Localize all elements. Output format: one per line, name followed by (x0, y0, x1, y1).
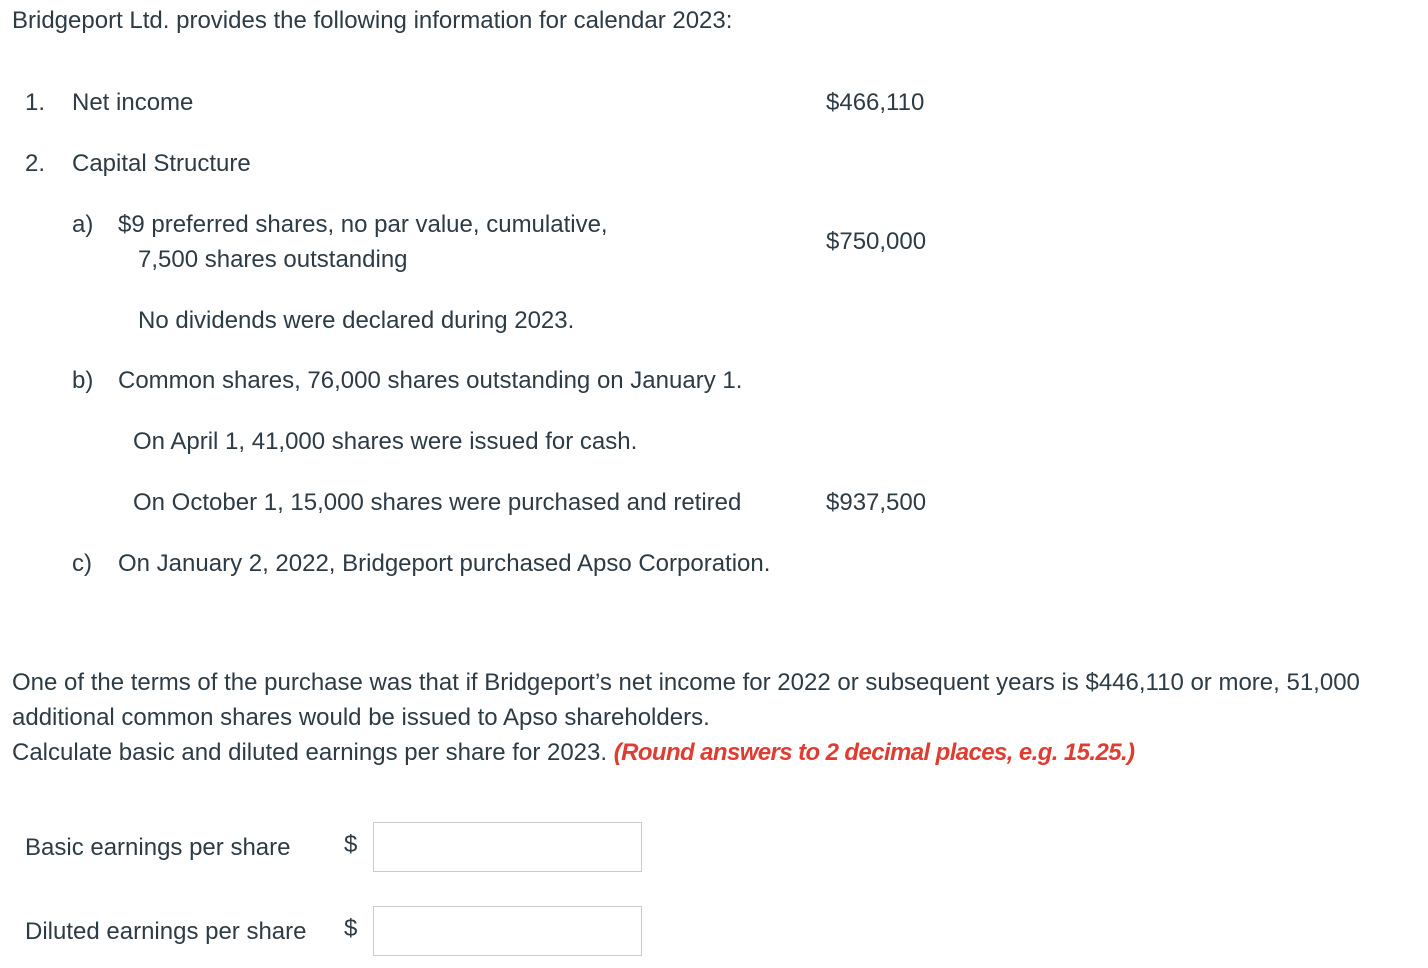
diluted-eps-input[interactable] (373, 906, 642, 956)
preferred-shares-amount: $750,000 (826, 228, 927, 255)
basic-eps-label: Basic earnings per share (25, 834, 291, 861)
preferred-shares-line2: 7,500 shares outstanding (138, 246, 408, 273)
instruction-text: Calculate basic and diluted earnings per share for 2023. (12, 739, 608, 766)
common-shares-line2: On April 1, 41,000 shares were issued for cash. (133, 428, 638, 455)
purchase-terms-text: One of the terms of the purchase was that if Bridgeport’s net income for 2022 or subsequent years is $446,110 or more, 51,000 additional common shares would be issued to Apso shareholders. (12, 669, 1360, 731)
preferred-shares-line1: $9 preferred shares, no par value, cumulative, (118, 211, 608, 238)
basic-eps-currency: $ (344, 831, 358, 858)
question-paragraph (12, 665, 1424, 770)
item-c-letter: c) (72, 550, 92, 577)
apso-purchase-line: On January 2, 2022, Bridgeport purchased Apso Corporation. (118, 550, 771, 577)
item-a-letter: a) (72, 211, 94, 238)
rounding-note: (Round answers to 2 decimal places, e.g. 15.25.) (613, 739, 1135, 766)
item-2-number: 2. (25, 150, 46, 177)
item-1-number: 1. (25, 89, 46, 116)
net-income-amount: $466,110 (826, 89, 925, 116)
common-shares-line3: On October 1, 15,000 shares were purchased and retired (133, 489, 742, 516)
intro-text: Bridgeport Ltd. provides the following information for calendar 2023: (12, 7, 733, 34)
common-shares-amount: $937,500 (826, 489, 927, 516)
diluted-eps-label: Diluted earnings per share (25, 918, 307, 945)
item-b-letter: b) (72, 367, 94, 394)
common-shares-line1: Common shares, 76,000 shares outstanding on January 1. (118, 367, 743, 394)
diluted-eps-currency: $ (344, 915, 358, 942)
capital-structure-label: Capital Structure (72, 150, 251, 177)
basic-eps-input[interactable] (373, 822, 642, 872)
net-income-label: Net income (72, 89, 194, 116)
no-dividends-note: No dividends were declared during 2023. (138, 307, 575, 334)
